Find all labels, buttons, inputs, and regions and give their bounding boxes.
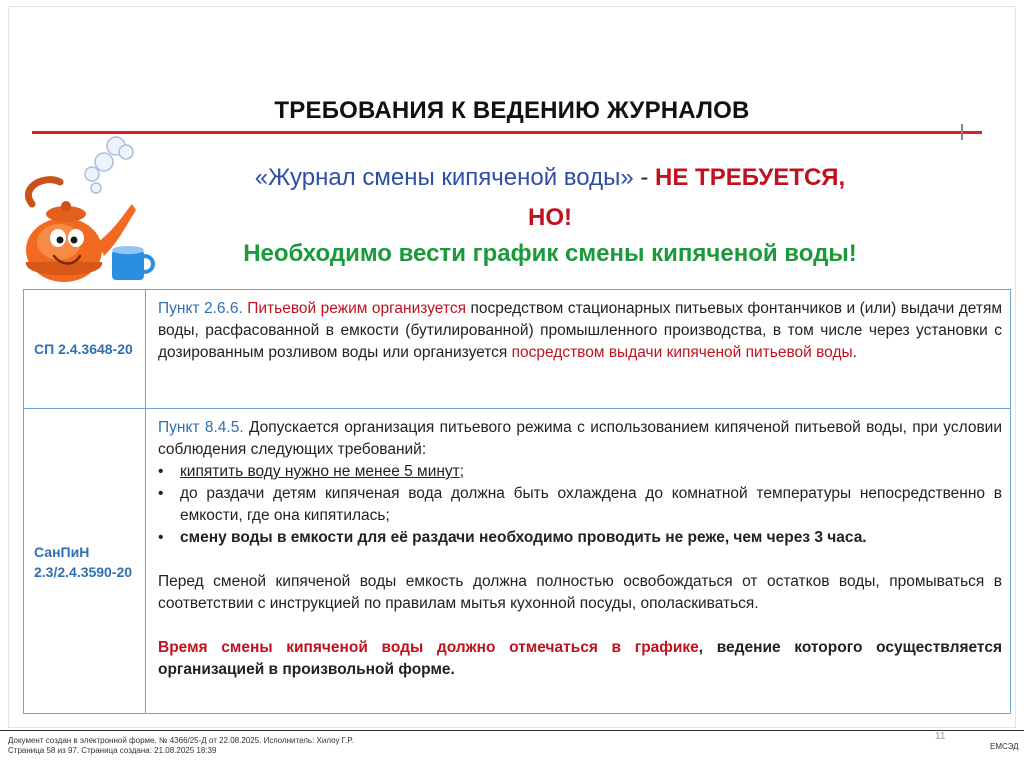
list-item bbox=[158, 483, 1002, 527]
requirements-table bbox=[23, 289, 1011, 714]
requirement-intro bbox=[158, 417, 1002, 461]
steam-cloud-icon bbox=[85, 137, 133, 193]
table-row bbox=[24, 409, 1010, 714]
title-underline bbox=[32, 131, 982, 134]
highlight-text: Время смены кипяченой воды должно отмечаться в графике bbox=[158, 639, 699, 656]
regulation-cell bbox=[24, 290, 146, 408]
but-text: НО! bbox=[528, 204, 572, 231]
point-number: Пункт 8.4.5. bbox=[158, 419, 244, 436]
list-item bbox=[158, 527, 1002, 549]
headline-journal bbox=[180, 162, 920, 194]
kettle-illustration bbox=[14, 130, 164, 290]
cleaning-paragraph: Перед сменой кипяченой воды емкость должна полностью освобождаться от остатков воды, промываться в соответствии с инструкцией по правилам мытья кухонной посуды, ополаскиваться. bbox=[158, 573, 1002, 612]
footer-line-2: Страница 58 из 97. Страница создана: 21.08.2025 18:39 bbox=[8, 746, 217, 755]
body-text: посредством стационарных питьевых фонтанчиков и (или) выдачи детям воды, расфасованной в емкости (бутилированной) промышленного производства, в том числе через установки с дозированным розливом воды или организуется bbox=[158, 300, 1002, 361]
list-item-text: до раздачи детям кипяченая вода должна быть охлаждена до комнатной температуры непосредственно в емкости, где она кипятилась; bbox=[180, 485, 1002, 524]
must-text: Необходимо вести график смены кипяченой воды! bbox=[243, 240, 857, 267]
bullet-icon: • bbox=[158, 463, 164, 480]
list-item-text bbox=[180, 461, 1002, 483]
list-item-text: смену воды в емкости для её раздачи необходимо проводить не реже, чем через 3 часа. bbox=[180, 529, 867, 546]
regulation-label: СП 2.4.3648-20 bbox=[34, 341, 133, 357]
not-required-text: НЕ ТРЕБУЕТСЯ, bbox=[655, 164, 846, 191]
schedule-paragraph bbox=[158, 637, 1002, 681]
headline-must bbox=[180, 238, 920, 270]
headline-but bbox=[180, 202, 920, 234]
page-number: 11 bbox=[935, 731, 946, 742]
footer-code: ЕМСЭД bbox=[990, 742, 1019, 751]
regulation-label bbox=[24, 542, 145, 582]
headline-dash: - bbox=[633, 164, 656, 191]
footer-divider bbox=[0, 730, 1024, 731]
highlight-text: Питьевой режим организуется bbox=[247, 300, 466, 317]
table-row bbox=[24, 290, 1010, 409]
highlight-text: посредством выдачи кипяченой питьевой воды bbox=[511, 344, 853, 361]
journal-name: «Журнал смены кипяченой воды» bbox=[254, 164, 634, 191]
regulation-cell bbox=[24, 409, 146, 714]
bullet-icon: • bbox=[158, 485, 164, 502]
requirement-cell bbox=[158, 290, 1002, 408]
footer-metadata bbox=[8, 736, 353, 756]
slide-title: ТРЕБОВАНИЯ К ВЕДЕНИЮ ЖУРНАЛОВ bbox=[274, 97, 750, 124]
body-text: ; bbox=[459, 463, 465, 480]
footer-line-1: Документ создан в электронной форме. № 4366/25-Д от 22.08.2025. Исполнитель: Хилоу Г.Р. bbox=[8, 736, 354, 745]
requirement-cell bbox=[158, 409, 1002, 714]
list-item bbox=[158, 461, 1002, 483]
body-text: Допускается организация питьевого режима с использованием кипяченой питьевой воды, при условии соблюдения следующих требований: bbox=[158, 419, 1002, 458]
body-text: , ведение которого осуществляется организацией в произвольной форме. bbox=[158, 639, 1002, 678]
rule-end-mark bbox=[961, 124, 963, 140]
requirement-text bbox=[158, 298, 1002, 364]
cup-icon bbox=[112, 246, 153, 280]
point-number: Пункт 2.6.6. bbox=[158, 300, 243, 317]
regulation-label-line: СанПиН bbox=[34, 543, 90, 560]
underlined-text: кипятить воду нужно не менее 5 минут bbox=[180, 463, 460, 480]
bullet-icon: • bbox=[158, 529, 164, 546]
regulation-label-line: 2.3/2.4.3590-20 bbox=[34, 563, 133, 580]
body-text: . bbox=[852, 344, 857, 361]
